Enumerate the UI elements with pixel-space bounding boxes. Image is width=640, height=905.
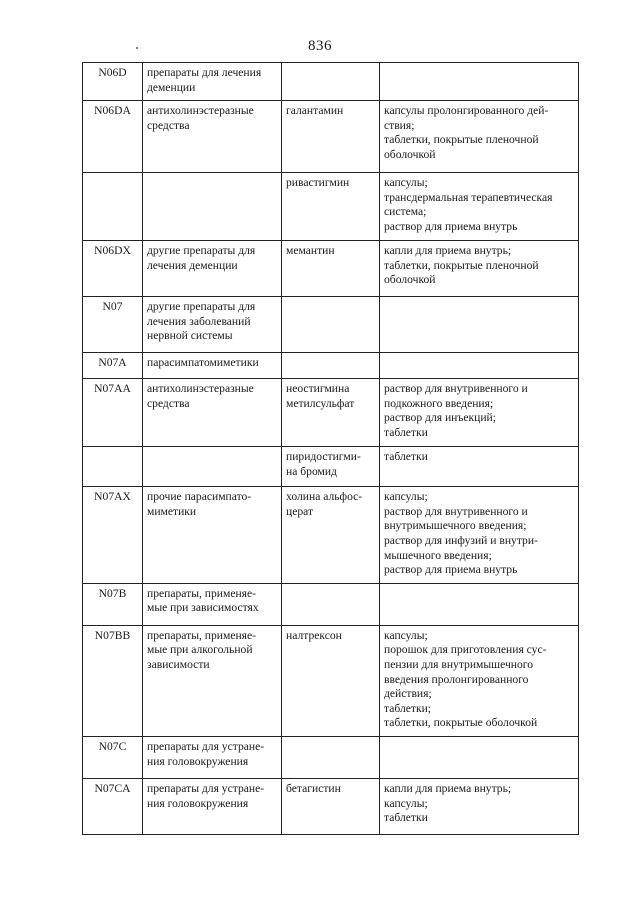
atc-code-cell <box>83 173 143 241</box>
cell-text-line: препараты, применяе- <box>147 586 257 600</box>
cell-text-line: трансдермальная терапевтическая <box>384 190 553 204</box>
cell-text-line: неостигмина <box>286 382 350 396</box>
pharmacological-group-cell <box>143 101 282 173</box>
table-row <box>83 173 579 241</box>
pharmacological-group-cell <box>143 241 282 297</box>
table-row <box>83 487 579 584</box>
cell-text-line: миметики <box>147 504 197 518</box>
cell-text-line: оболочкой <box>384 273 436 287</box>
cell-text-line: мемантин <box>286 244 335 258</box>
table-row <box>83 583 579 625</box>
atc-code-cell: N07A <box>83 353 143 379</box>
cell-text-line: капсулы; <box>384 628 428 642</box>
atc-code-cell: N07C <box>83 736 143 778</box>
cell-text-line: ния головокружения <box>147 754 249 768</box>
pharmacological-group-cell <box>143 297 282 353</box>
atc-code-cell: N06DX <box>83 241 143 297</box>
dosage-forms-cell <box>380 736 579 778</box>
atc-code-cell: N07AX <box>83 487 143 584</box>
cell-text-line: капсулы; <box>384 796 428 810</box>
cell-text-line: другие препараты для <box>147 300 256 314</box>
cell-text-line: метилсульфат <box>286 396 355 410</box>
atc-code-cell: N07CA <box>83 778 143 834</box>
cell-text-line: оболочкой <box>384 147 436 161</box>
cell-text-line: парасимпатомиметики <box>147 356 259 370</box>
cell-text-line: раствор для инъекций; <box>384 411 496 425</box>
drug-name-cell <box>282 583 380 625</box>
atc-code-cell: N06DA <box>83 101 143 173</box>
cell-text-line: введения пролонгированного <box>384 672 529 686</box>
cell-text-line: раствор для приема внутрь <box>384 219 518 233</box>
cell-text-line: препараты для лечения <box>147 66 262 79</box>
pharmacological-group-cell <box>143 379 282 447</box>
scan-dot-mark <box>136 47 138 49</box>
cell-text-line: внутримышечного введения; <box>384 519 527 533</box>
cell-text-line: нервной системы <box>147 329 233 343</box>
table-row <box>83 241 579 297</box>
cell-text-line: препараты, применяе- <box>147 628 257 642</box>
cell-text-line: препараты для устране- <box>147 739 265 753</box>
dosage-forms-cell <box>380 353 579 379</box>
cell-text-line: галантамин <box>286 104 344 118</box>
table-row <box>83 63 579 101</box>
cell-text-line: прочие парасимпато- <box>147 490 252 504</box>
cell-text-line: раствор для внутривенного и <box>384 504 528 518</box>
cell-text-line: таблетки, покрытые пленочной <box>384 258 539 272</box>
cell-text-line: действия; <box>384 687 432 701</box>
drug-name-cell <box>282 736 380 778</box>
cell-text-line: раствор для внутривенного и <box>384 382 528 396</box>
table-row <box>83 379 579 447</box>
cell-text-line: средства <box>147 396 190 410</box>
cell-text-line: система; <box>384 205 427 219</box>
cell-text-line: капсулы пролонгированного дей- <box>384 104 549 118</box>
dosage-forms-cell <box>380 297 579 353</box>
cell-text-line: таблетки, покрытые пленочной <box>384 133 539 147</box>
cell-text-line: капсулы; <box>384 490 428 504</box>
table-row <box>83 625 579 736</box>
cell-text-line: таблетки, покрытые оболочкой <box>384 716 538 730</box>
cell-text-line: капли для приема внутрь; <box>384 244 512 258</box>
drug-name-cell <box>282 297 380 353</box>
cell-text-line: раствор для приема внутрь <box>384 563 518 577</box>
cell-text-line: мышечного введения; <box>384 548 492 562</box>
cell-text-line: лечения заболеваний <box>147 314 251 328</box>
pharmacological-group-cell <box>143 583 282 625</box>
cell-text-line: на бромид <box>286 464 337 478</box>
dosage-forms-cell <box>380 63 579 101</box>
dosage-forms-cell <box>380 447 579 487</box>
table-row <box>83 101 579 173</box>
drug-name-cell <box>282 241 380 297</box>
cell-text-line: ствия; <box>384 118 415 132</box>
pharmacological-group-cell <box>143 447 282 487</box>
cell-text-line: антихолинэстеразные <box>147 104 254 118</box>
table-row <box>83 736 579 778</box>
cell-text-line: деменции <box>147 80 196 94</box>
drug-name-cell <box>282 63 380 101</box>
drug-name-cell <box>282 173 380 241</box>
cell-text-line: бетагистин <box>286 781 341 795</box>
cell-text-line: порошок для приготовления сус- <box>384 643 547 657</box>
cell-text-line: таблетки; <box>384 701 432 715</box>
dosage-forms-cell <box>380 379 579 447</box>
dosage-forms-cell <box>380 583 579 625</box>
cell-text-line: пензии для внутримышечного <box>384 657 534 671</box>
dosage-forms-cell <box>380 487 579 584</box>
atc-code-cell <box>83 447 143 487</box>
cell-text-line: лечения деменции <box>147 258 238 272</box>
cell-text-line: антихолинэстеразные <box>147 382 254 396</box>
pharmacological-group-cell <box>143 353 282 379</box>
drug-name-cell <box>282 353 380 379</box>
cell-text-line: ния головокружения <box>147 796 249 810</box>
cell-text-line: зависимости <box>147 657 210 671</box>
drug-classification-table <box>82 62 579 835</box>
dosage-forms-cell <box>380 778 579 834</box>
cell-text-line: раствор для инфузий и внутри- <box>384 533 538 547</box>
dosage-forms-cell <box>380 101 579 173</box>
pharmacological-group-cell <box>143 778 282 834</box>
pharmacological-group-cell <box>143 63 282 101</box>
pharmacological-group-cell <box>143 736 282 778</box>
cell-text-line: пиридостигми- <box>286 450 361 464</box>
drug-name-cell <box>282 447 380 487</box>
atc-code-cell: N07BB <box>83 625 143 736</box>
cell-text-line: подкожного введения; <box>384 396 494 410</box>
dosage-forms-cell <box>380 173 579 241</box>
atc-code-cell: N07 <box>83 297 143 353</box>
atc-code-cell: N06D <box>83 63 143 101</box>
atc-code-cell: N07AA <box>83 379 143 447</box>
cell-text-line: налтрексон <box>286 628 342 642</box>
table-body <box>83 63 579 835</box>
page-number: 836 <box>308 38 332 54</box>
cell-text-line: таблетки <box>384 450 428 464</box>
dosage-forms-cell <box>380 625 579 736</box>
cell-text-line: церат <box>286 504 314 518</box>
cell-text-line: другие препараты для <box>147 244 256 258</box>
cell-text-line: капли для приема внутрь; <box>384 781 512 795</box>
drug-name-cell <box>282 379 380 447</box>
cell-text-line: таблетки <box>384 425 428 439</box>
cell-text-line: мые при алкогольной <box>147 643 253 657</box>
pharmacological-group-cell <box>143 487 282 584</box>
drug-name-cell <box>282 101 380 173</box>
table-row <box>83 297 579 353</box>
table-row <box>83 447 579 487</box>
cell-text-line: ривастигмин <box>286 176 350 190</box>
atc-code-cell: N07B <box>83 583 143 625</box>
cell-text-line: холина альфос- <box>286 490 363 504</box>
drug-name-cell <box>282 487 380 584</box>
table-row <box>83 353 579 379</box>
pharmacological-group-cell <box>143 173 282 241</box>
drug-name-cell <box>282 625 380 736</box>
cell-text-line: капсулы; <box>384 176 428 190</box>
cell-text-line: таблетки <box>384 811 428 825</box>
drug-name-cell <box>282 778 380 834</box>
cell-text-line: средства <box>147 118 190 132</box>
pharmacological-group-cell <box>143 625 282 736</box>
cell-text-line: препараты для устране- <box>147 781 265 795</box>
table-row <box>83 778 579 834</box>
cell-text-line: мые при зависимостях <box>147 601 259 615</box>
dosage-forms-cell <box>380 241 579 297</box>
